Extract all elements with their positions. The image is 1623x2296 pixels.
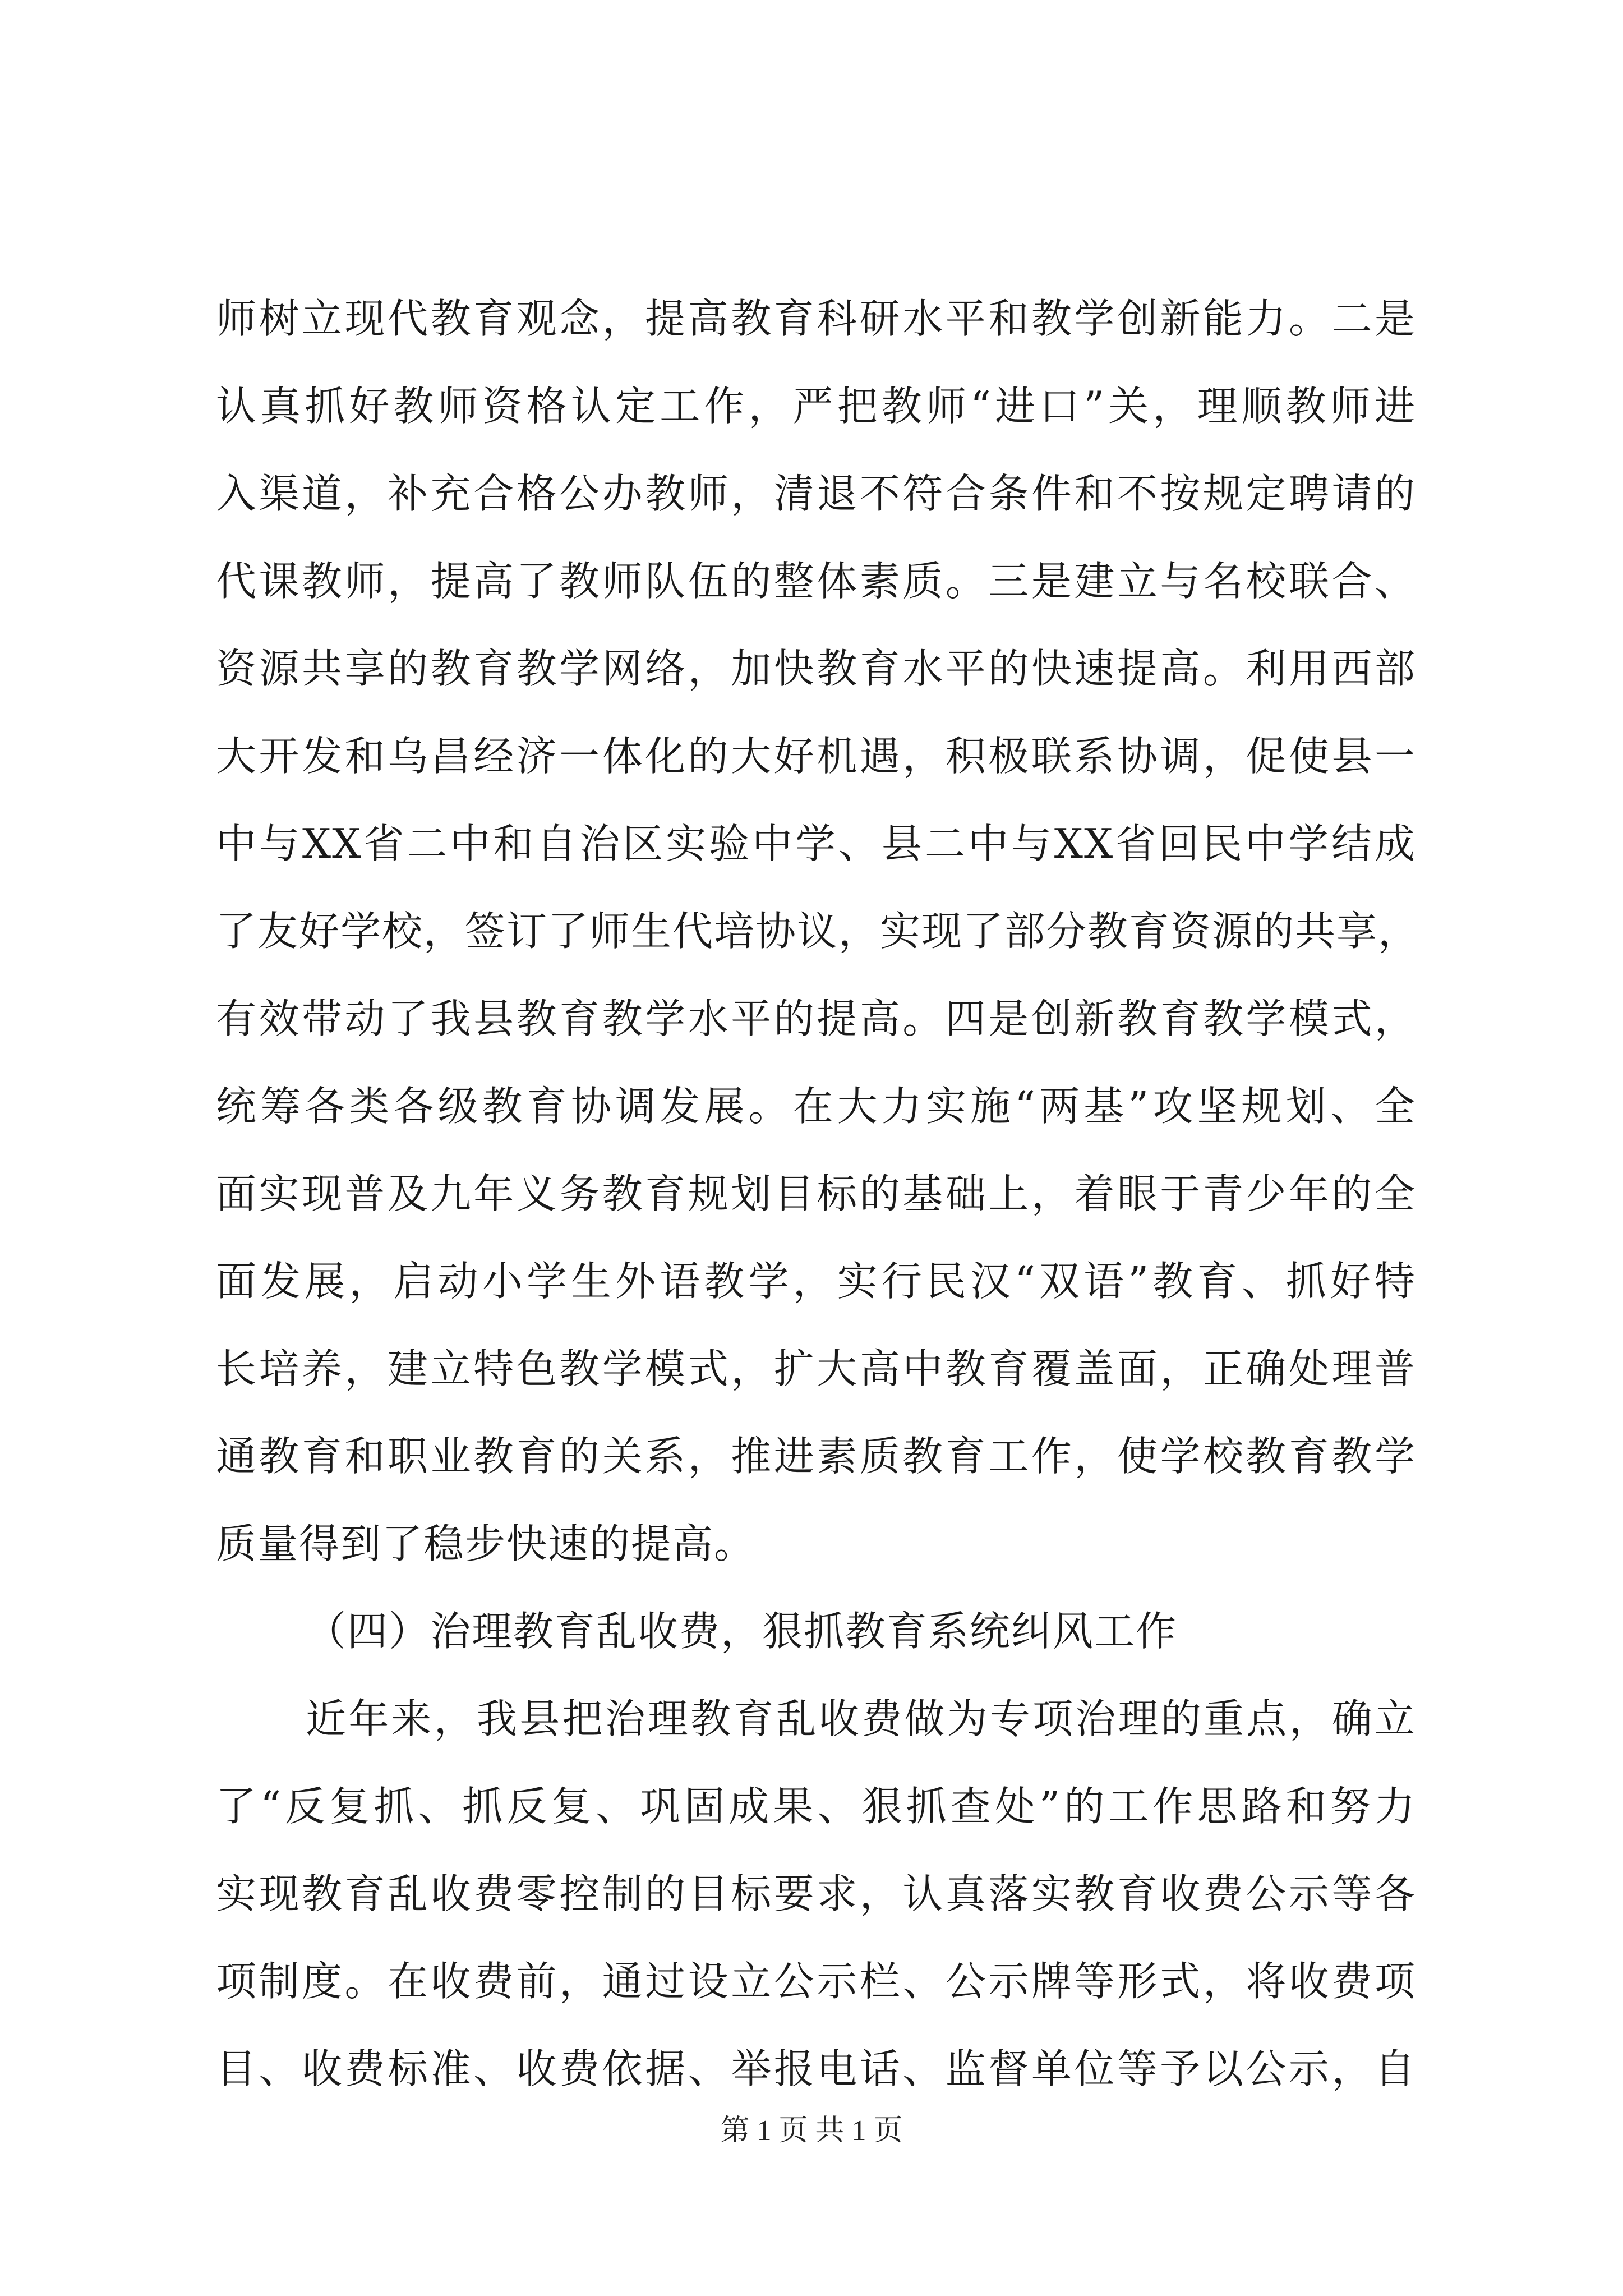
body-line: 目、收费标准、收费依据、举报电话、监督单位等予以公示，自 [216, 2045, 1416, 2092]
body-line: 代课教师，提高了教师队伍的整体素质。三是建立与名校联合、 [216, 558, 1416, 605]
body-line: 大开发和乌昌经济一体化的大好机遇，积极联系协调，促使县一 [216, 733, 1416, 780]
body-line: 中与XX省二中和自治区实验中学、县二中与XX省回民中学结成 [216, 820, 1416, 867]
body-line: 质量得到了稳步快速的提高。 [216, 1520, 756, 1567]
body-line: 项制度。在收费前，通过设立公示栏、公示牌等形式，将收费项 [216, 1958, 1416, 2005]
body-line: 通教育和职业教育的关系，推进素质教育工作，使学校教育教学 [216, 1433, 1416, 1480]
body-line: 有效带动了我县教育教学水平的提高。四是创新教育教学模式， [216, 995, 1416, 1042]
document-body [216, 275, 1420, 2113]
section-heading: （四）治理教育乱收费，狠抓教育系统纠风工作 [306, 1608, 1178, 1655]
body-line: 资源共享的教育教学网络，加快教育水平的快速提高。利用西部 [216, 645, 1416, 692]
body-line: 了“反复抓、抓反复、巩固成果、狠抓查处”的工作思路和努力 [216, 1783, 1416, 1830]
body-line: 近年来，我县把治理教育乱收费做为专项治理的重点，确立 [306, 1695, 1416, 1742]
page-number-footer: 第 1 页 共 1 页 [720, 2115, 903, 2147]
body-line: 面发展，启动小学生外语教学，实行民汉“双语”教育、抓好特 [216, 1258, 1416, 1305]
body-line: 长培养，建立特色教学模式，扩大高中教育覆盖面，正确处理普 [216, 1345, 1416, 1392]
body-line: 师树立现代教育观念，提高教育科研水平和教学创新能力。二是 [216, 295, 1416, 342]
body-line: 面实现普及九年义务教育规划目标的基础上，着眼于青少年的全 [216, 1170, 1416, 1217]
body-line: 了友好学校，签订了师生代培协议，实现了部分教育资源的共享， [216, 908, 1420, 955]
body-line: 统筹各类各级教育协调发展。在大力实施“两基”攻坚规划、全 [216, 1083, 1416, 1130]
body-line: 实现教育乱收费零控制的目标要求，认真落实教育收费公示等各 [216, 1870, 1416, 1917]
body-line: 入渠道，补充合格公办教师，清退不符合条件和不按规定聘请的 [216, 470, 1416, 517]
body-line: 认真抓好教师资格认定工作，严把教师“进口”关，理顺教师进 [216, 383, 1416, 430]
